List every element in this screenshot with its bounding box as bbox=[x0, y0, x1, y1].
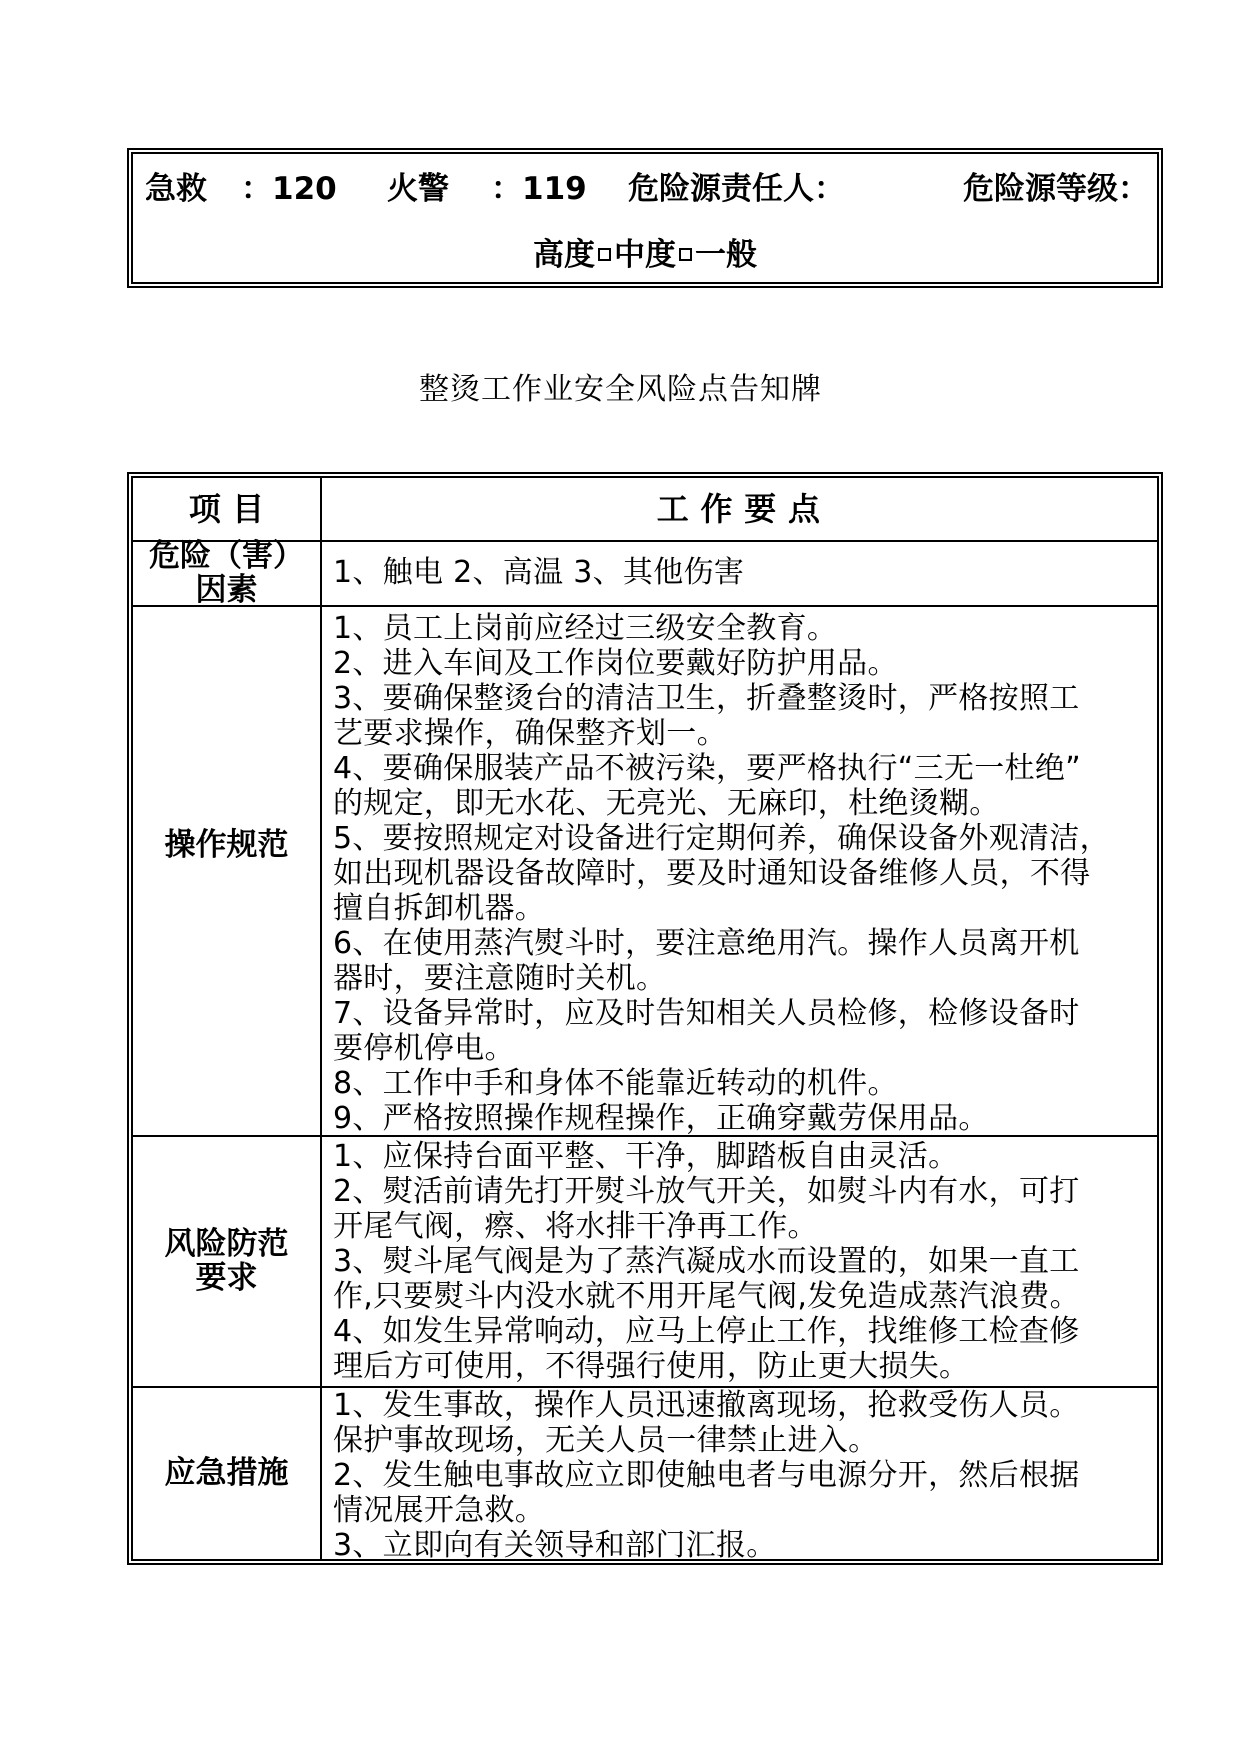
row-content-operation-rules bbox=[333, 611, 1149, 1136]
content-line: 开尾气阀，瘵、将水排干净再工作。 bbox=[333, 1209, 818, 1244]
label-line: 风险防范 bbox=[164, 1226, 289, 1262]
header-item bbox=[133, 478, 320, 540]
content-line: 6、在使用蒸汽熨斗时，要注意绝用汽。操作人员离开机 bbox=[333, 926, 1080, 961]
content-line: 理后方可使用，不得强行使用，防止更大损失。 bbox=[333, 1349, 970, 1384]
row-label-hazard-factors bbox=[133, 538, 320, 608]
content-line: 擅自拆卸机器。 bbox=[333, 891, 546, 926]
label-line: 应急措施 bbox=[164, 1455, 289, 1491]
content-line: 9、严格按照操作规程操作，正确穿戴劳保用品。 bbox=[333, 1101, 989, 1136]
level-high-checkbox[interactable] bbox=[598, 248, 611, 261]
emergency-number: ：120 bbox=[241, 171, 337, 207]
page-title: 整烫工作业安全风险点告知牌 bbox=[419, 372, 822, 407]
row-label-risk-prevention bbox=[133, 1137, 320, 1385]
content-line: 1、员工上岗前应经过三级安全教育。 bbox=[333, 611, 838, 646]
risk-notice-table bbox=[127, 472, 1163, 1565]
row-label-emergency-measures bbox=[133, 1388, 320, 1558]
header-item-label: 项 目 bbox=[188, 490, 265, 528]
content-line: 2、进入车间及工作岗位要戴好防护用品。 bbox=[333, 646, 898, 681]
content-line: 如出现机器设备故障时，要及时通知设备维修人员，不得 bbox=[333, 856, 1091, 891]
hazard-level-label: 危险源等级： bbox=[963, 171, 1149, 207]
content-line: 艺要求操作，确保整齐划一。 bbox=[333, 716, 727, 751]
label-line: 操作规范 bbox=[164, 826, 289, 863]
level-high: 高度 bbox=[533, 237, 595, 273]
contact-line bbox=[145, 164, 1149, 214]
hazard-level-options bbox=[133, 230, 1157, 280]
content-line: 5、要按照规定对设备进行定期何养，确保设备外观清洁， bbox=[333, 821, 1110, 856]
content-line: 4、要确保服装产品不被污染，要严格执行“三无一杜绝” bbox=[333, 751, 1081, 786]
label-line: 因素 bbox=[195, 572, 258, 608]
level-normal: 一般 bbox=[695, 237, 757, 273]
content-line: 3、立即向有关领导和部门汇报。 bbox=[333, 1528, 777, 1563]
content-line: 8、工作中手和身体不能靠近转动的机件。 bbox=[333, 1066, 898, 1101]
content-line: 要停机停电。 bbox=[333, 1031, 515, 1066]
label-line: 要求 bbox=[195, 1260, 258, 1296]
content-line: 1、触电 2、高温 3、其他伤害 bbox=[333, 555, 745, 590]
emergency-info-box bbox=[127, 148, 1163, 288]
content-line: 保护事故现场，无关人员一律禁止进入。 bbox=[333, 1423, 879, 1458]
content-line: 2、发生触电事故应立即使触电者与电源分开，然后根据 bbox=[333, 1458, 1080, 1493]
hazard-person-label: 危险源责任人： bbox=[628, 171, 845, 207]
header-points: 工 作 要 点 bbox=[656, 490, 821, 528]
content-line: 3、熨斗尾气阀是为了蒸汽凝成水而设置的，如果一直工 bbox=[333, 1244, 1080, 1279]
fire-label: 火警 bbox=[387, 171, 449, 207]
emergency-label: 急救 bbox=[145, 171, 207, 207]
content-line: 1、应保持台面平整、干净，脚踏板自由灵活。 bbox=[333, 1139, 959, 1174]
content-line: 作,只要熨斗内没水就不用开尾气阀,发免造成蒸汽浪费。 bbox=[333, 1279, 1080, 1314]
row-label-operation-rules bbox=[133, 607, 320, 1082]
content-line: 2、熨活前请先打开熨斗放气开关，如熨斗内有水，可打 bbox=[333, 1174, 1080, 1209]
content-line: 4、如发生异常响动，应马上停止工作，找维修工检查修 bbox=[333, 1314, 1080, 1349]
content-line: 情况展开急救。 bbox=[333, 1493, 546, 1528]
row-content-hazard-factors bbox=[333, 542, 1149, 604]
row-content-emergency-measures bbox=[333, 1388, 1149, 1563]
row-content-risk-prevention bbox=[333, 1139, 1149, 1384]
content-line: 7、设备异常时，应及时告知相关人员检修，检修设备时 bbox=[333, 996, 1080, 1031]
level-medium-checkbox[interactable] bbox=[679, 248, 692, 261]
level-medium: 中度 bbox=[614, 237, 676, 273]
content-line: 的规定，即无水花、无亮光、无麻印，杜绝烫糊。 bbox=[333, 786, 1000, 821]
fire-number: ：119 bbox=[491, 171, 587, 207]
column-divider bbox=[320, 478, 322, 1559]
content-line: 3、要确保整烫台的清洁卫生，折叠整烫时，严格按照工 bbox=[333, 681, 1080, 716]
content-line: 1、发生事故，操作人员迅速撤离现场，抢救受伤人员。 bbox=[333, 1388, 1080, 1423]
label-line: 危险（害） bbox=[149, 538, 304, 574]
content-line: 器时，要注意随时关机。 bbox=[333, 961, 667, 996]
